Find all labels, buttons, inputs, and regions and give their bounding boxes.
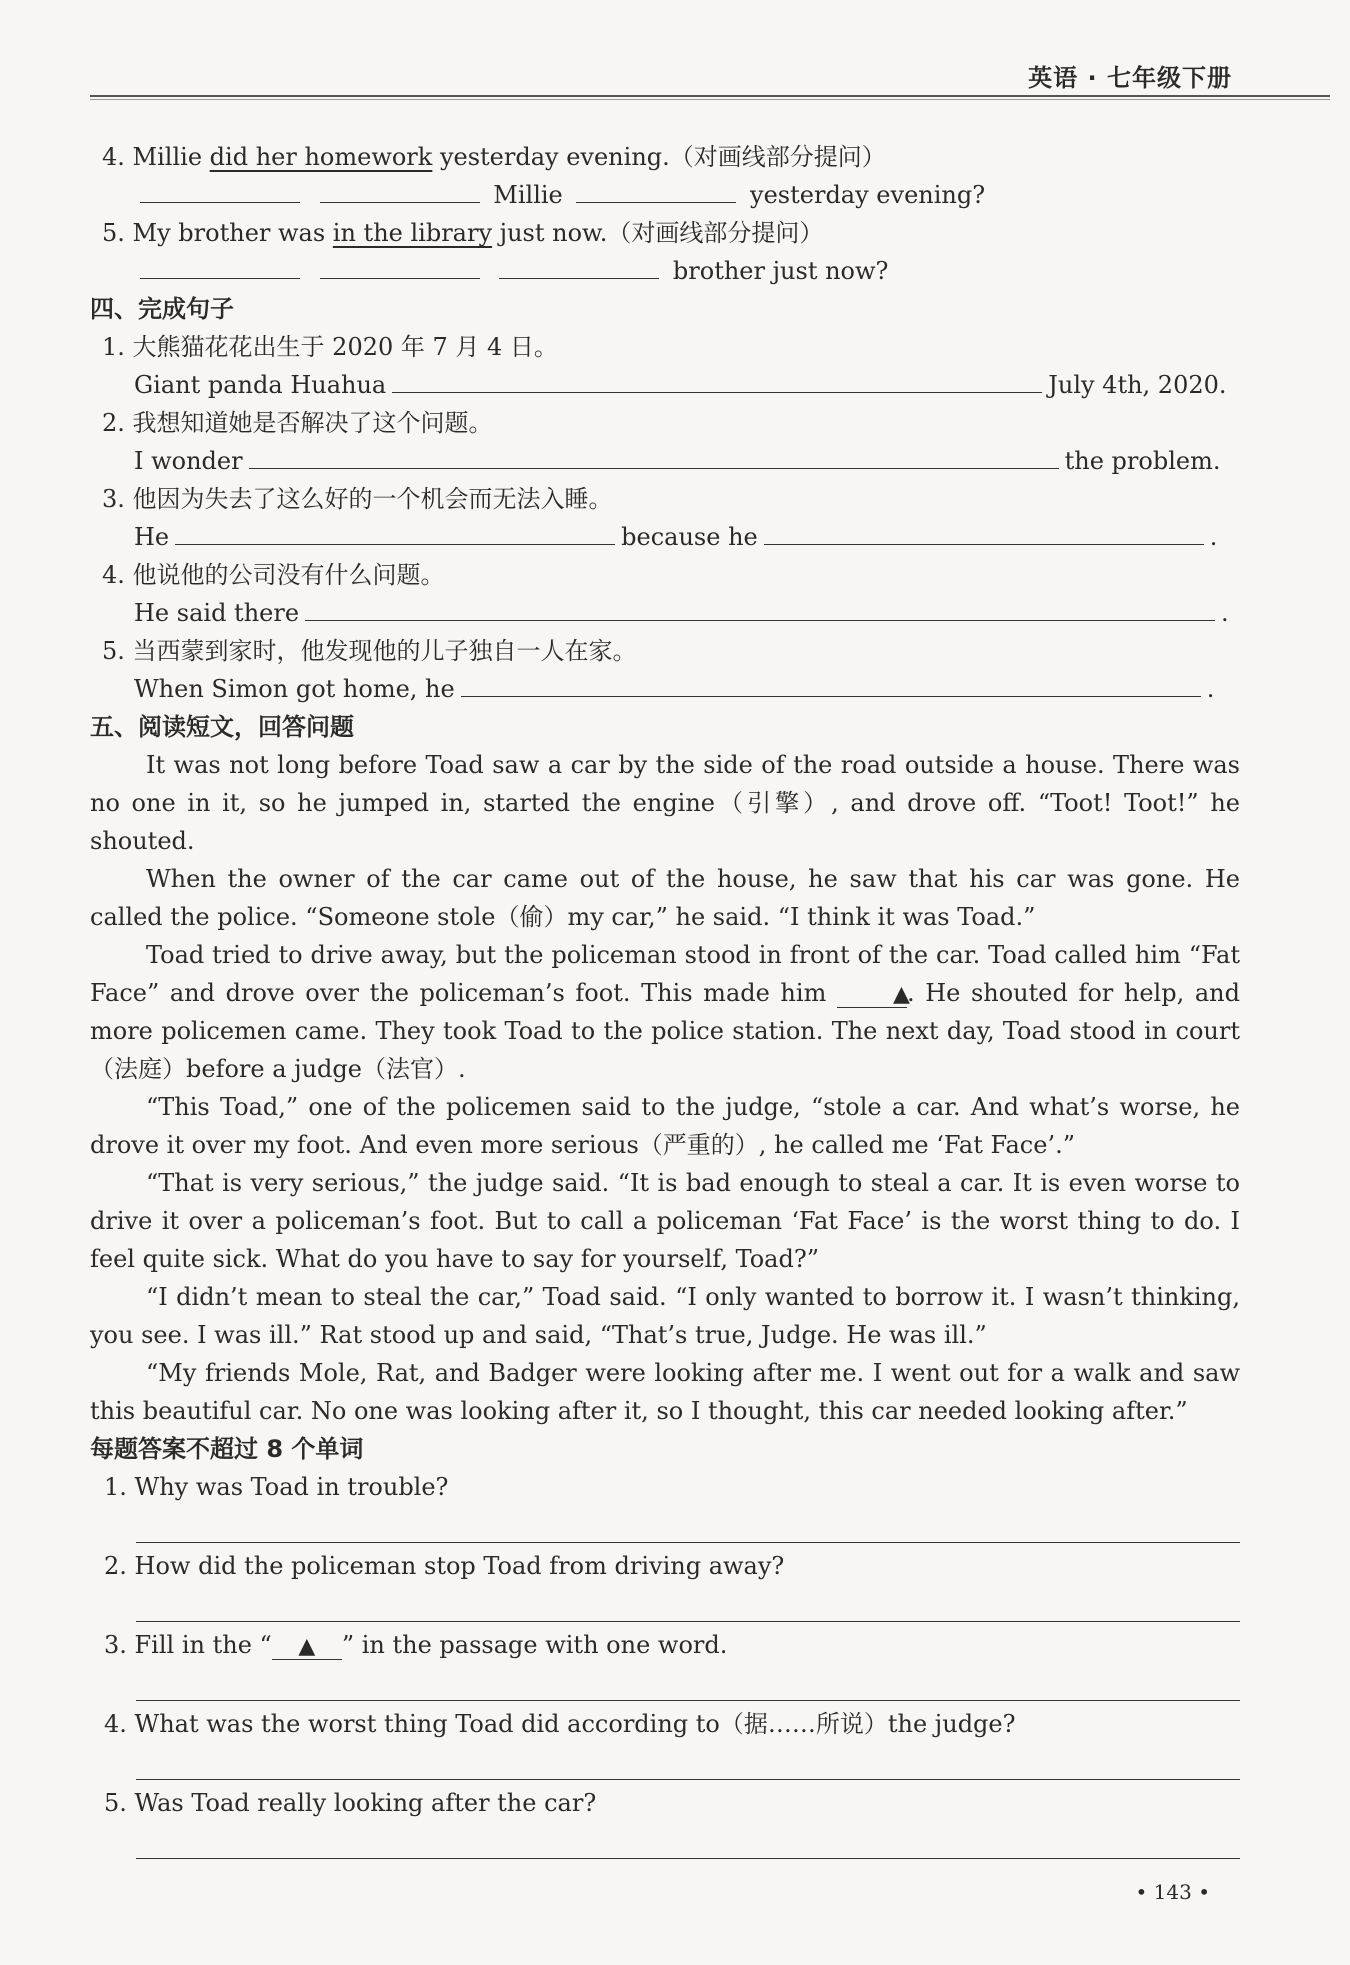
underlined-phrase: in the library [332, 219, 493, 247]
reading-question: 5. Was Toad really looking after the car? [104, 1789, 597, 1817]
chinese-sentence: 他因为失去了这么好的一个机会而无法入睡。 [132, 485, 613, 513]
sentence-text: yesterday evening.（对画线部分提问） [432, 143, 886, 171]
exercise-3-q5-answer [90, 252, 1240, 290]
reading-question [90, 1626, 1240, 1664]
book-title: 英语 · 七年级下册 [1028, 64, 1232, 92]
answer-blank[interactable] [320, 252, 480, 279]
question-text: 3. Fill in the “ [104, 1631, 272, 1659]
passage-paragraph [90, 936, 1240, 1088]
item-number: 5. [102, 637, 125, 665]
sentence-text: He [134, 523, 170, 551]
exercise-4-q2-answer [90, 442, 1240, 480]
passage-paragraph: When the owner of the car came out of the house, he saw that his car was gone. He called the police. “Someone stole（偷）my car,” he said. “I think it was Toad.” [90, 865, 1240, 931]
sentence-text: . [1221, 599, 1229, 627]
answer-blank[interactable] [305, 594, 1215, 621]
reading-question: 1. Why was Toad in trouble? [104, 1473, 449, 1501]
answer-blank[interactable] [461, 670, 1201, 697]
exercise-4-q3-answer [90, 518, 1240, 556]
sentence-text: because he [621, 523, 758, 551]
answer-line[interactable] [136, 1585, 1240, 1622]
passage-paragraph: “This Toad,” one of the policemen said to the judge, “stole a car. And what’s worse, he drove it over my foot. And even more serious（严重的）, he called me ‘Fat Face’.” [90, 1093, 1240, 1159]
chinese-sentence: 我想知道她是否解决了这个问题。 [132, 409, 493, 437]
sentence-text: My brother was [132, 219, 333, 247]
question-text: ” in the passage with one word. [341, 1631, 728, 1659]
exercise-4-q1 [90, 328, 1240, 366]
sentence-text: yesterday evening? [750, 181, 986, 209]
chinese-sentence: 大熊猫花花出生于 2020 年 7 月 4 日。 [132, 333, 558, 361]
item-number: 4. [102, 143, 125, 171]
chinese-sentence: 当西蒙到家时，他发现他的儿子独自一人在家。 [132, 637, 637, 665]
passage-paragraph: It was not long before Toad saw a car by the side of the road outside a house. There was no one in it, so he jumped in, started the engine（引擎）, and drove off. “Toot! Toot!” he shouted. [90, 751, 1240, 855]
exercise-4-q5-answer [90, 670, 1240, 708]
header-divider [90, 95, 1330, 100]
exercise-3-q5 [90, 214, 1240, 252]
sentence-text: . [1209, 523, 1218, 551]
answer-line[interactable] [136, 1822, 1240, 1859]
triangle-blank-marker: ▲ [272, 1635, 342, 1660]
answer-blank[interactable] [499, 252, 659, 279]
sentence-text: July 4th, 2020. [1048, 371, 1227, 399]
answer-instruction: 每题答案不超过 8 个单词 [90, 1435, 364, 1463]
exercise-3-q4 [90, 138, 1240, 176]
answer-blank[interactable] [140, 252, 300, 279]
sentence-text: I wonder [134, 447, 243, 475]
sentence-text: Millie [493, 181, 563, 209]
exercise-4-q3 [90, 480, 1240, 518]
exercise-4-q2 [90, 404, 1240, 442]
item-number: 5. [102, 219, 125, 247]
passage-text: Toad tried to drive away, but the policeman stood in front of the car. Toad called him “Fat Face” and drove over the policeman’s foot. This made him [90, 941, 1240, 1007]
item-number: 1. [102, 333, 125, 361]
section-4-title: 四、完成句子 [90, 295, 234, 323]
chinese-sentence: 他说他的公司没有什么问题。 [132, 561, 445, 589]
reading-question: 4. What was the worst thing Toad did according to（据……所说）the judge? [104, 1710, 1016, 1738]
passage-paragraph: “I didn’t mean to steal the car,” Toad said. “I only wanted to borrow it. I wasn’t thinking, you see. I was ill.” Rat stood up and said, “That’s true, Judge. He was ill.” [90, 1283, 1240, 1349]
answer-line[interactable] [136, 1664, 1240, 1701]
sentence-text: Giant panda Huahua [134, 371, 387, 399]
sentence-text: . [1206, 675, 1215, 703]
section-5-title: 五、阅读短文，回答问题 [90, 713, 354, 741]
item-number: 4. [102, 561, 125, 589]
exercise-4-q4-answer [90, 594, 1240, 632]
answer-blank[interactable] [764, 518, 1204, 545]
reading-question: 2. How did the policeman stop Toad from driving away? [104, 1552, 785, 1580]
exercise-4-q1-answer [90, 366, 1240, 404]
answer-blank[interactable] [175, 518, 615, 545]
sentence-text: He said there [134, 599, 300, 627]
passage-text: . He shouted for help, and more policemen came. They took Toad to the police station. The next day, Toad stood in court（法庭）before a judge（法官）. [90, 979, 1240, 1083]
page-header [0, 0, 1350, 110]
answer-blank[interactable] [320, 176, 480, 203]
answer-line[interactable] [136, 1506, 1240, 1543]
sentence-text: the problem. [1064, 447, 1221, 475]
exercise-4-q5 [90, 632, 1240, 670]
answer-blank[interactable] [249, 442, 1059, 469]
exercise-3-q4-answer [90, 176, 1240, 214]
page-number: • 143 • [1135, 1880, 1210, 1904]
answer-blank[interactable] [140, 176, 300, 203]
sentence-text: Millie [132, 143, 210, 171]
sentence-text: just now.（对画线部分提问） [492, 219, 824, 247]
exercise-4-q4 [90, 556, 1240, 594]
item-number: 3. [102, 485, 125, 513]
answer-blank[interactable] [392, 366, 1042, 393]
item-number: 2. [102, 409, 125, 437]
answer-line[interactable] [136, 1743, 1240, 1780]
page-content [90, 138, 1240, 1859]
passage-paragraph: “That is very serious,” the judge said. “It is bad enough to steal a car. It is even worse to drive it over a policeman’s foot. But to call a policeman ‘Fat Face’ is the worst thing to do. I feel quite sick. What do you have to say for yourself, Toad?” [90, 1169, 1240, 1273]
answer-blank[interactable] [576, 176, 736, 203]
sentence-text: When Simon got home, he [134, 675, 455, 703]
underlined-phrase: did her homework [209, 143, 433, 171]
triangle-blank-marker: ▲ [837, 983, 907, 1008]
passage-paragraph: “My friends Mole, Rat, and Badger were looking after me. I went out for a walk and saw this beautiful car. No one was looking after it, so I thought, this car needed looking after.” [90, 1359, 1240, 1425]
sentence-text: brother just now? [672, 257, 889, 285]
